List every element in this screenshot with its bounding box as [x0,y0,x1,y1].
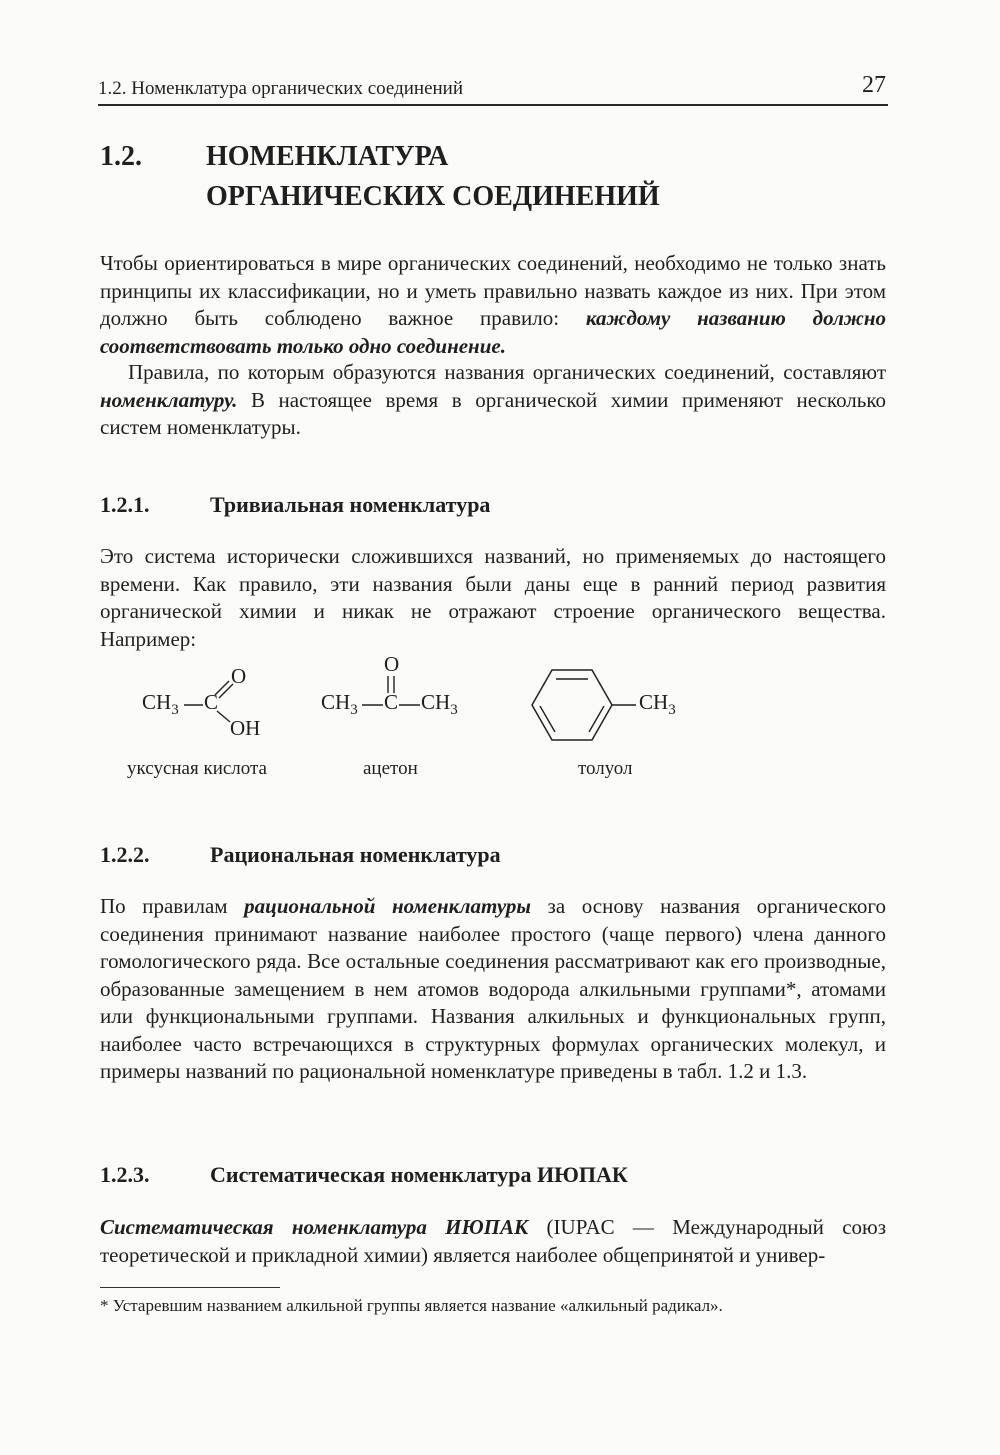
intro-p1-emphasis: каждому названию должно соответствовать только одно соединение. [100,306,886,358]
section-122-paragraph [100,893,886,1086]
section-122-text-b: за основу названия органического соединения принимают название наиболее простого (чаще первого) члена данного гомологического ряда. Все остальные соединения рассматривают как его производные, образованные замещением в нем атомов водорода алкильными группами*, атомами или функциональными группами. Названия алкильных и функциональных групп, наиболее часто встречающихся в структурных формулах органических молекул, и примеры названий по рациональной номенклатуре приведены в табл. 1.2 и 1.3. [100,894,886,1083]
intro-paragraph-2 [100,359,886,442]
acetone-label: ацетон [363,758,418,779]
intro-p1-text: Чтобы ориентироваться в мире органических соединений, необходимо не только знать принципы их классификации, но и уметь правильно назвать каждое из них. При этом должно быть соблюдено важное правило: [100,251,886,330]
acetic-acid-label: уксусная кислота [127,758,267,779]
chapter-number: 1.2. [100,141,142,172]
acetone-ch3-left: $CH_3$ [321,690,358,719]
intro-p2-emphasis: номенклатуру. [100,387,238,412]
section-122-title: Рациональная номенклатура [210,842,501,867]
acetic-oxygen: O [231,664,247,688]
footnote: * Устаревшим названием алкильной группы является название «алкильный радикал». [100,1296,723,1315]
intro-p2-text-a: Правила, по которым образуются названия органических соединений, составляют [128,360,886,384]
chapter-title-line1: НОМЕНКЛАТУРА [206,141,449,172]
toluene-label: толуол [578,758,633,779]
section-123-paragraph [100,1214,886,1269]
acetone-oxygen: O [384,652,400,676]
acetone-carbon: C [384,690,399,714]
toluene-ch3: $CH_3$ [639,690,676,719]
section-123-title: Систематическая номенклатура ИЮПАК [210,1162,628,1187]
section-121-number: 1.2.1. [100,492,150,517]
running-head [98,72,888,106]
benzene-ring-icon [0,0,1,1]
section-121-title: Тривиальная номенклатура [210,492,491,517]
intro-paragraph-1 [100,250,886,360]
acetic-carbon: C [204,690,219,714]
section-122-emphasis: рациональной номенклатуры [244,894,531,918]
footnote-divider [100,1287,280,1288]
section-123-text: (IUPAC — Международный союз теоретической и прикладной химии) является наиболее общепринятой и универ- [100,1215,886,1267]
section-122-number: 1.2.2. [100,842,150,867]
page-number: 27 [862,72,886,98]
section-123-emphasis: Систематическая номенклатура ИЮПАК [100,1215,529,1239]
running-title: 1.2. Номенклатура органических соединений [98,78,464,99]
acetone-ch3-right: $CH_3$ [421,690,458,719]
section-123-number: 1.2.3. [100,1162,150,1187]
intro-p2-text-b: В настоящее время в органической химии применяют несколько систем номенклатуры. [100,387,886,439]
section-122-text-a: По правилам [100,894,245,918]
section-121-paragraph: Это система исторически сложившихся названий, но применяемых до настоящего времени. Как правило, эти названия были даны еще в ранний период развития органической химии и никак не отражают строение органического вещества. Например: [100,544,886,651]
acetic-ch3: $CH_3$ [142,690,179,719]
acetic-hydroxyl: OH [230,716,261,740]
chapter-title-line2: ОРГАНИЧЕСКИХ СОЕДИНЕНИЙ [206,181,660,212]
